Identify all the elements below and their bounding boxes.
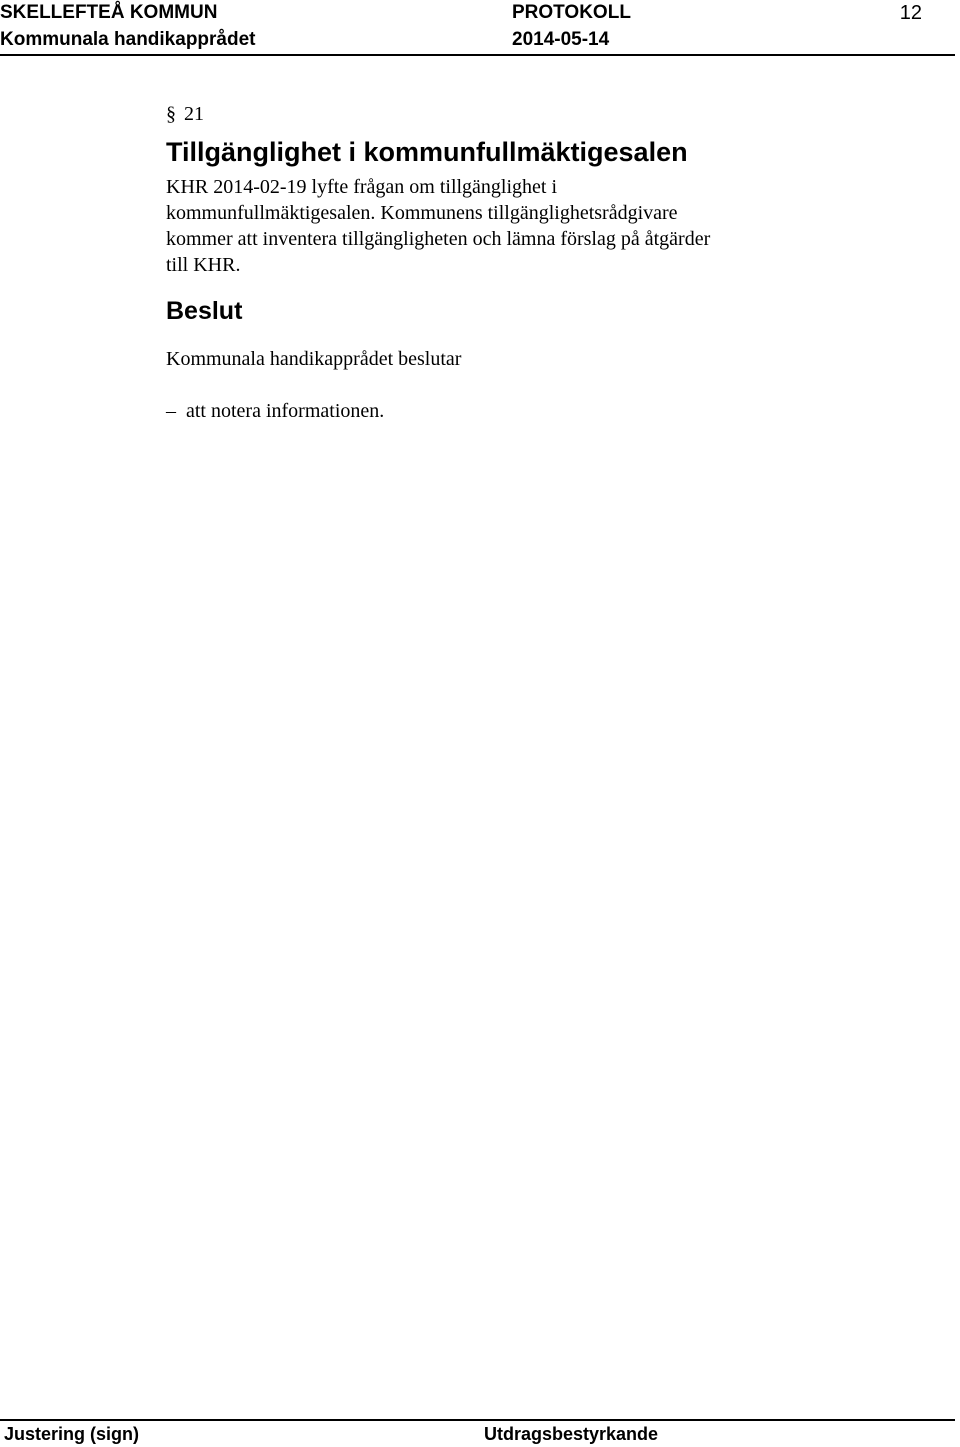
- section-title: Tillgänglighet i kommunfullmäktigesalen: [166, 137, 688, 167]
- body-name: Kommunala handikapprådet: [0, 29, 256, 50]
- body-line: till KHR.: [166, 254, 241, 276]
- section-body: [166, 174, 846, 278]
- page-number: 12: [899, 2, 922, 24]
- paragraph-number-value: 21: [184, 103, 204, 125]
- footer-divider: [0, 1419, 955, 1421]
- document-type: PROTOKOLL: [512, 2, 631, 23]
- decision-heading: Beslut: [166, 297, 243, 325]
- header-divider: [0, 54, 955, 56]
- body-line: KHR 2014-02-19 lyfte frågan om tillgänglighet i: [166, 176, 558, 198]
- paragraph-number: [166, 100, 866, 128]
- body-line: kommunfullmäktigesalen. Kommunens tillgänglighetsrådgivare: [166, 202, 678, 224]
- decision-item-text: att notera informationen.: [186, 400, 385, 422]
- document-date: 2014-05-14: [512, 29, 610, 50]
- decision-item: [166, 398, 866, 424]
- protocol-section: [166, 100, 866, 424]
- organization-name: SKELLEFTEÅ KOMMUN: [0, 2, 218, 23]
- justification-label: Justering (sign): [4, 1424, 140, 1444]
- decision-intro: Kommunala handikapprådet beslutar: [166, 348, 462, 370]
- certification-label: Utdragsbestyrkande: [484, 1424, 659, 1444]
- paragraph-sign: §: [166, 103, 176, 125]
- body-line: kommer att inventera tillgängligheten och lämna förslag på åtgärder: [166, 228, 711, 250]
- dash-bullet: –: [166, 400, 176, 422]
